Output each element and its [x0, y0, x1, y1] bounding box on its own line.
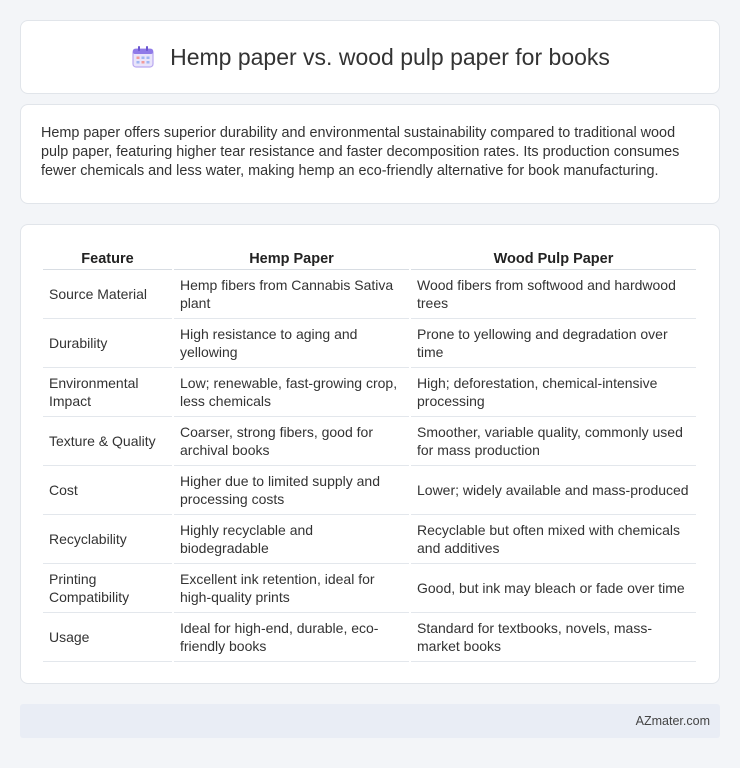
- table-cell-feat: Environmental Impact: [43, 368, 172, 417]
- table-cell-feat: Durability: [43, 319, 172, 368]
- summary-card: [20, 104, 720, 204]
- table-cell-feat: Recyclability: [43, 515, 172, 564]
- table-cell-wood: Wood fibers from softwood and hardwood trees: [411, 270, 696, 319]
- table-cell-hemp: Hemp fibers from Cannabis Sativa plant: [174, 270, 409, 319]
- table-header-row: [43, 245, 696, 270]
- summary-text: Hemp paper offers superior durability and environmental sustainability compared to traditional wood pulp paper, featuring higher tear resistance and faster decomposition rates. Its production consumes fewer chemicals and less water, making hemp an eco-friendly alternative for book manufacturing.: [41, 125, 680, 179]
- table-row: [43, 417, 696, 466]
- table-cell-feat: Printing Compatibility: [43, 564, 172, 613]
- table-row: [43, 613, 696, 662]
- page-title: Hemp paper vs. wood pulp paper for books: [170, 43, 610, 70]
- table-row: [43, 515, 696, 564]
- table-cell-hemp: Low; renewable, fast-growing crop, less chemicals: [174, 368, 409, 417]
- table-cell-hemp: Ideal for high-end, durable, eco-friendly books: [174, 613, 409, 662]
- table-cell-feat: Texture & Quality: [43, 417, 172, 466]
- calendar-icon: [130, 44, 156, 70]
- table-row: [43, 368, 696, 417]
- table-cell-wood: Lower; widely available and mass-produced: [411, 466, 696, 515]
- table-cell-feat: Cost: [43, 466, 172, 515]
- footer-brand: AZmater.com: [635, 714, 710, 728]
- comparison-table: [41, 245, 698, 662]
- table-cell-hemp: Coarser, strong fibers, good for archival books: [174, 417, 409, 466]
- table-cell-feat: Source Material: [43, 270, 172, 319]
- table-cell-wood: Standard for textbooks, novels, mass-market books: [411, 613, 696, 662]
- column-header-wood: Wood Pulp Paper: [411, 245, 696, 270]
- footer: [20, 704, 720, 738]
- table-cell-wood: Smoother, variable quality, commonly used for mass production: [411, 417, 696, 466]
- table-cell-hemp: Highly recyclable and biodegradable: [174, 515, 409, 564]
- table-cell-wood: Prone to yellowing and degradation over time: [411, 319, 696, 368]
- table-cell-hemp: High resistance to aging and yellowing: [174, 319, 409, 368]
- table-row: [43, 319, 696, 368]
- comparison-table-card: [20, 224, 720, 684]
- title-card: [20, 20, 720, 94]
- table-row: [43, 466, 696, 515]
- table-cell-wood: Recyclable but often mixed with chemicals and additives: [411, 515, 696, 564]
- column-header-feature: Feature: [43, 245, 172, 270]
- table-cell-hemp: Excellent ink retention, ideal for high-quality prints: [174, 564, 409, 613]
- table-row: [43, 270, 696, 319]
- column-header-hemp: Hemp Paper: [174, 245, 409, 270]
- table-cell-feat: Usage: [43, 613, 172, 662]
- table-cell-hemp: Higher due to limited supply and processing costs: [174, 466, 409, 515]
- table-cell-wood: High; deforestation, chemical-intensive processing: [411, 368, 696, 417]
- table-row: [43, 564, 696, 613]
- table-cell-wood: Good, but ink may bleach or fade over time: [411, 564, 696, 613]
